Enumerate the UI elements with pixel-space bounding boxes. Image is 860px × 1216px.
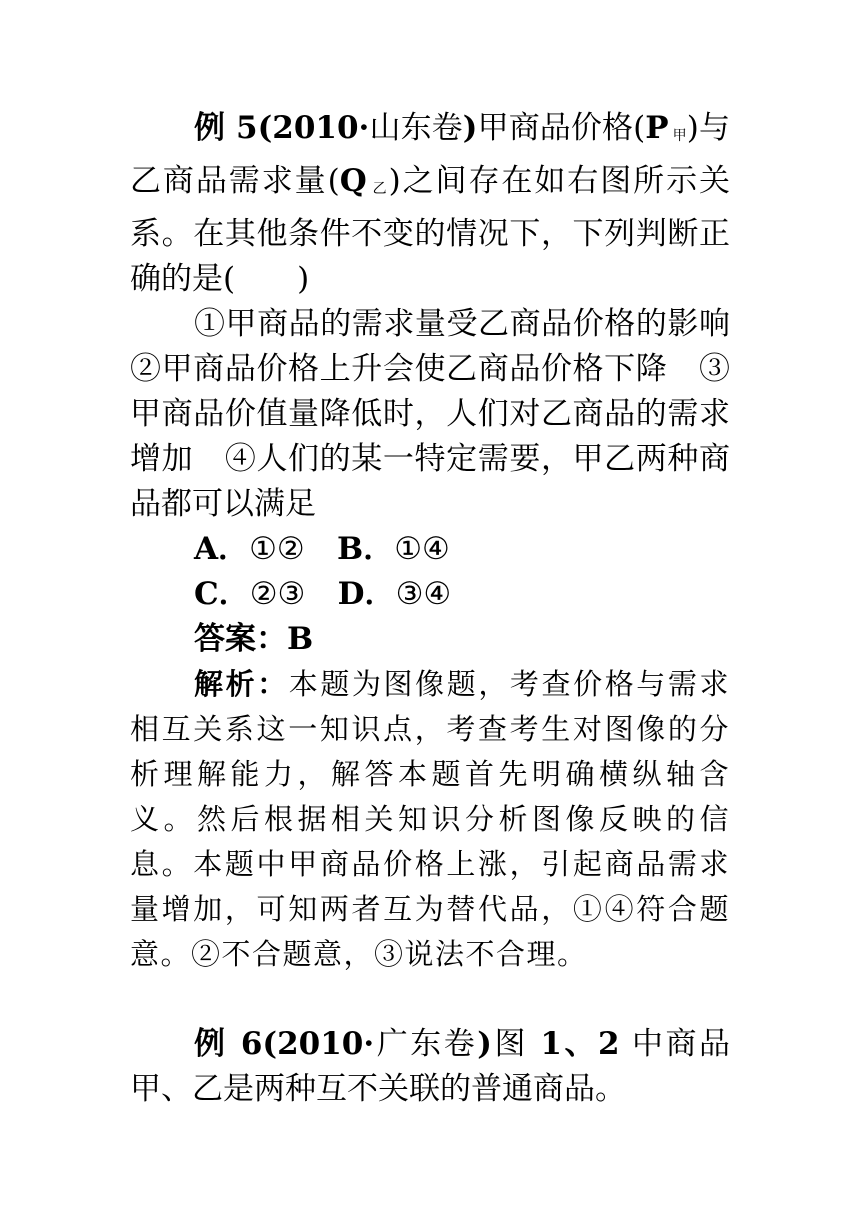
analysis-text: 本题为图像题，考查价格与需求相互关系这一知识点，考查考生对图像的分析理解能力，解答本题首先明确横纵轴含义。然后根据相关知识分析图像反映的信息。本题中甲商品价格上涨，引起商品需求量增加，可知两者互为替代品，①④符合题意。②不合题意，③说法不合理。 <box>130 667 730 971</box>
example-5-dot: · <box>358 110 370 146</box>
example-5-source-open: ( <box>257 110 273 146</box>
example-6-source-close: ) <box>477 1026 492 1062</box>
answer-label: 答案： <box>194 621 287 657</box>
example-5-stem-b: )与乙商品需求量( <box>130 110 731 199</box>
quantity-symbol-q: Q <box>339 163 367 199</box>
document-page <box>130 106 761 1112</box>
option-row-cd <box>130 572 730 617</box>
example-5-statements: ①甲商品的需求量受乙商品价格的影响 ②甲商品价格上升会使乙商品价格下降 ③甲商品价值量降低时，人们对乙商品的需求增加 ④人们的某一特定需要，甲乙两种商品都可以满足 <box>130 306 761 522</box>
price-symbol-p: P <box>645 110 669 146</box>
option-b-value: ①④ <box>394 531 450 567</box>
example-6-question <box>130 1022 730 1112</box>
option-b-letter: B． <box>337 531 395 567</box>
price-symbol-subscript: 甲 <box>672 128 687 144</box>
option-d-letter: D． <box>337 576 396 612</box>
figure-numbers: 1、2 <box>540 1026 620 1062</box>
answer-line <box>130 617 730 662</box>
example-5-stem-a: 甲商品价格( <box>477 110 646 146</box>
example-6-source-open: ( <box>262 1026 278 1062</box>
example-6-source-name: 广东卷 <box>374 1026 478 1062</box>
example-5-label: 例 5 <box>194 110 258 146</box>
example-5-question <box>130 106 730 302</box>
example-6-year: 2010 <box>277 1026 364 1062</box>
section-gap <box>130 977 730 1022</box>
option-row-ab <box>130 527 730 572</box>
example-6-label: 例 6 <box>194 1026 263 1062</box>
option-c-letter: C． <box>194 576 250 612</box>
quantity-symbol-subscript: 乙 <box>370 181 389 197</box>
analysis-paragraph <box>130 662 730 977</box>
example-5-source-name: 山东卷 <box>369 110 463 146</box>
example-6-dot: · <box>363 1026 375 1062</box>
option-c-value: ②③ <box>249 576 306 612</box>
example-5-year: 2010 <box>272 110 359 146</box>
example-5-stem-c: )之间存在如右图所示关系。在其他条件不变的情况下，下列判断正确的是( ) <box>130 163 731 297</box>
answer-value: B <box>287 621 314 657</box>
analysis-label: 解析： <box>194 667 289 701</box>
option-d-value: ③④ <box>395 576 452 612</box>
example-6-stem-b: 中商品甲、乙是两种互不关联的普通商品。 <box>130 1026 731 1107</box>
option-a-value: ①② <box>249 531 305 567</box>
example-6-stem-a: 图 <box>491 1026 541 1062</box>
example-5-source-close: ) <box>462 110 478 146</box>
option-a-letter: A． <box>194 531 250 567</box>
